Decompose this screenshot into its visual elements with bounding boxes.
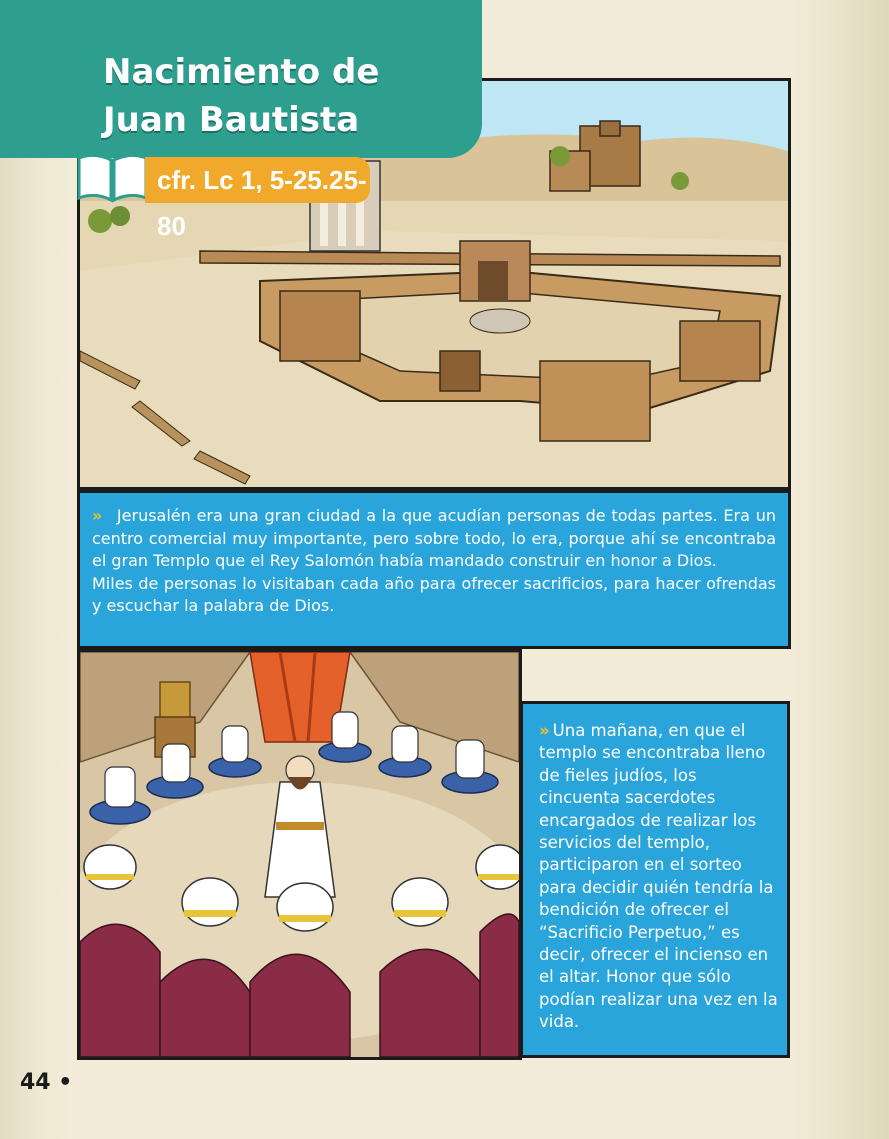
jerusalem-caption-paragraph-1: » Jerusalén era una gran ciudad a la que acudían personas de todas partes. Era un centro comercial muy importante, pero sobre todo, lo era, porque ahí se encontraba el gran Templo que el Rey Salomón había mandado construir en honor a Dios. xyxy=(92,506,776,570)
priests-gathering-illustration xyxy=(80,652,519,1057)
chevron-double-icon: » xyxy=(92,506,100,525)
chevron-double-icon: » xyxy=(539,721,547,740)
priests-illustration-panel xyxy=(77,649,522,1060)
paper-background-right xyxy=(789,0,889,1139)
book-icon xyxy=(75,150,150,205)
temple-morning-caption-box: » Una mañana, en que el templo se encontraba lleno de fieles judíos, los cincuenta sacerdotes encargados de realizar los servicios del templo, participaron en el sorteo para decidir quién tendría la bendición de ofrecer el “Sacrificio Perpetuo,” es decir, ofrecer el incienso en el altar. Honor que sólo podían realizar una vez en la vida. xyxy=(520,701,790,1058)
jerusalem-caption-paragraph-2: Miles de personas lo visitaban cada año para ofrecer sacrificios, para hacer ofrendas y escuchar la palabra de Dios. xyxy=(92,573,776,615)
bible-reference-badge: cfr. Lc 1, 5-25.25-80 xyxy=(145,157,370,203)
paper-background-left xyxy=(0,0,73,1139)
jerusalem-caption-box xyxy=(77,490,791,649)
page-number: 44 • xyxy=(20,1070,73,1095)
page-title: Nacimiento de Juan Bautista xyxy=(103,52,380,140)
